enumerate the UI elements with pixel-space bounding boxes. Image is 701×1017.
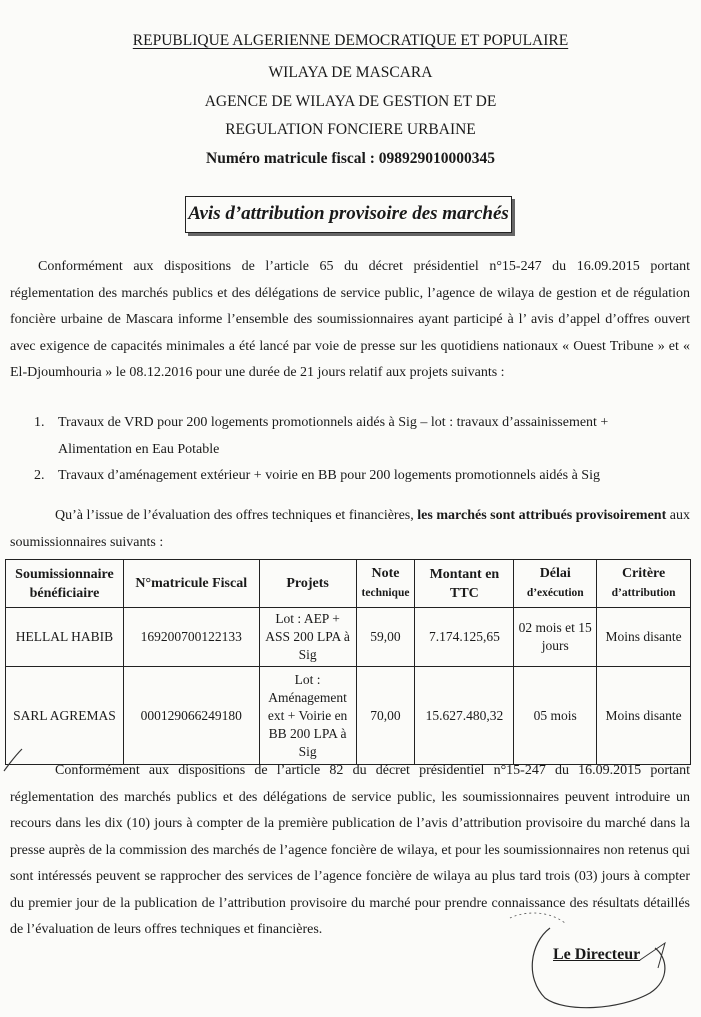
cell-project: Lot : AEP + ASS 200 LPA à Sig — [259, 608, 356, 667]
evaluation-paragraph — [10, 503, 690, 556]
evaluation-tail-text: aux soumissionnaires suivants : — [10, 508, 690, 550]
header-delay-main: Délai — [539, 566, 571, 581]
award-table — [5, 559, 691, 765]
evaluation-bold-text: les marchés sont attribués provisoirement — [417, 508, 667, 523]
republic-heading: REPUBLIQUE ALGERIENNE DEMOCRATIQUE ET POPULAIRE — [132, 32, 569, 49]
header-fiscal: N°matricule Fiscal — [123, 560, 259, 608]
project-number: 1. — [34, 415, 45, 430]
project-number: 2. — [34, 468, 45, 483]
scan-artifact-mark — [0, 745, 30, 775]
table-row — [6, 608, 691, 667]
cell-criterion: Moins disante — [597, 608, 691, 667]
cell-note: 70,00 — [356, 667, 415, 765]
agency-heading-line2: REGULATION FONCIERE URBAINE — [225, 121, 476, 138]
table-header-row — [6, 560, 691, 608]
header-delay-sub: d’exécution — [526, 587, 584, 599]
appeal-paragraph: Conformément aux dispositions de l’article 82 du décret présidentiel n°15-247 du 16.09.2015 portant réglementation des marchés publics et des délégations de service public, les soumissionnaires peuvent introduire un recours dans les dix (10) jours à compter de la première publication de l’avis d’attribution provisoire du marché dans la presse auprès de la commission des marchés de l’agence foncière de wilaya, et pour les soumissionnaires non retenus qui sont intéressés peuvent se rapprocher des services de l’agence foncière de wilaya au plus tard trois (03) jours à compter du premier jour de la publication de l’attribution provisoire du marché pour prendre connaissance des résultats détaillés de l’évaluation de leurs offres techniques et financières. — [10, 763, 690, 937]
header-projects: Projets — [259, 560, 356, 608]
cell-bidder: SARL AGREMAS — [6, 667, 124, 765]
cell-amount: 15.627.480,32 — [415, 667, 514, 765]
project-text: Travaux d’aménagement extérieur + voirie en BB pour 200 logements promotionnels aidés à Sig — [58, 468, 600, 483]
cell-amount: 7.174.125,65 — [415, 608, 514, 667]
intro-paragraph: Conformément aux dispositions de l’article 65 du décret présidentiel n°15-247 du 16.09.2015 portant réglementation des marchés publics et des délégations de service public, l’agence de wilaya de gestion et de régulation foncière urbaine de Mascara informe l’ensemble des soumissionnaires ayant participé à l’ avis d’appel d’offres ouvert avec exigence de capacités minimales a été lancé par voie de presse sur les quotidiens nationaux « Ouest Tribune » et « El-Djoumhouria » le 08.12.2016 pour une durée de 21 jours relatif aux projets suivants : — [10, 259, 690, 380]
cell-criterion: Moins disante — [597, 667, 691, 765]
table-row — [6, 667, 691, 765]
project-text: Travaux de VRD pour 200 logements promotionnels aidés à Sig – lot : travaux d’assainissement + Alimentation en Eau Potable — [58, 415, 609, 457]
header-criterion — [597, 560, 691, 608]
cell-delay: 05 mois — [514, 667, 597, 765]
notice-title: Avis d’attribution provisoire des marchés — [185, 196, 512, 233]
header-delay — [514, 560, 597, 608]
fiscal-number: Numéro matricule fiscal : 098929010000345 — [206, 150, 495, 167]
cell-fiscal: 169200700122133 — [123, 608, 259, 667]
cell-bidder: HELLAL HABIB — [6, 608, 124, 667]
header-note-main: Note — [371, 566, 400, 581]
header-note — [356, 560, 415, 608]
signature-title: Le Directeur — [553, 946, 641, 963]
header-note-sub: technique — [361, 587, 410, 599]
header-bidder: Soumissionnaire bénéficiaire — [6, 560, 124, 608]
header-criterion-main: Critère — [621, 566, 666, 581]
cell-fiscal: 000129066249180 — [123, 667, 259, 765]
cell-project: Lot : Aménagement ext + Voirie en BB 200 LPA à Sig — [259, 667, 356, 765]
evaluation-text: Qu’à l’issue de l’évaluation des offres techniques et financières, — [55, 508, 418, 523]
header-criterion-sub: d’attribution — [611, 587, 676, 599]
cell-delay: 02 mois et 15 jours — [514, 608, 597, 667]
agency-heading-line1: AGENCE DE WILAYA DE GESTION ET DE — [204, 93, 497, 110]
header-amount: Montant en TTC — [415, 560, 514, 608]
wilaya-heading: WILAYA DE MASCARA — [268, 64, 433, 81]
cell-note: 59,00 — [356, 608, 415, 667]
